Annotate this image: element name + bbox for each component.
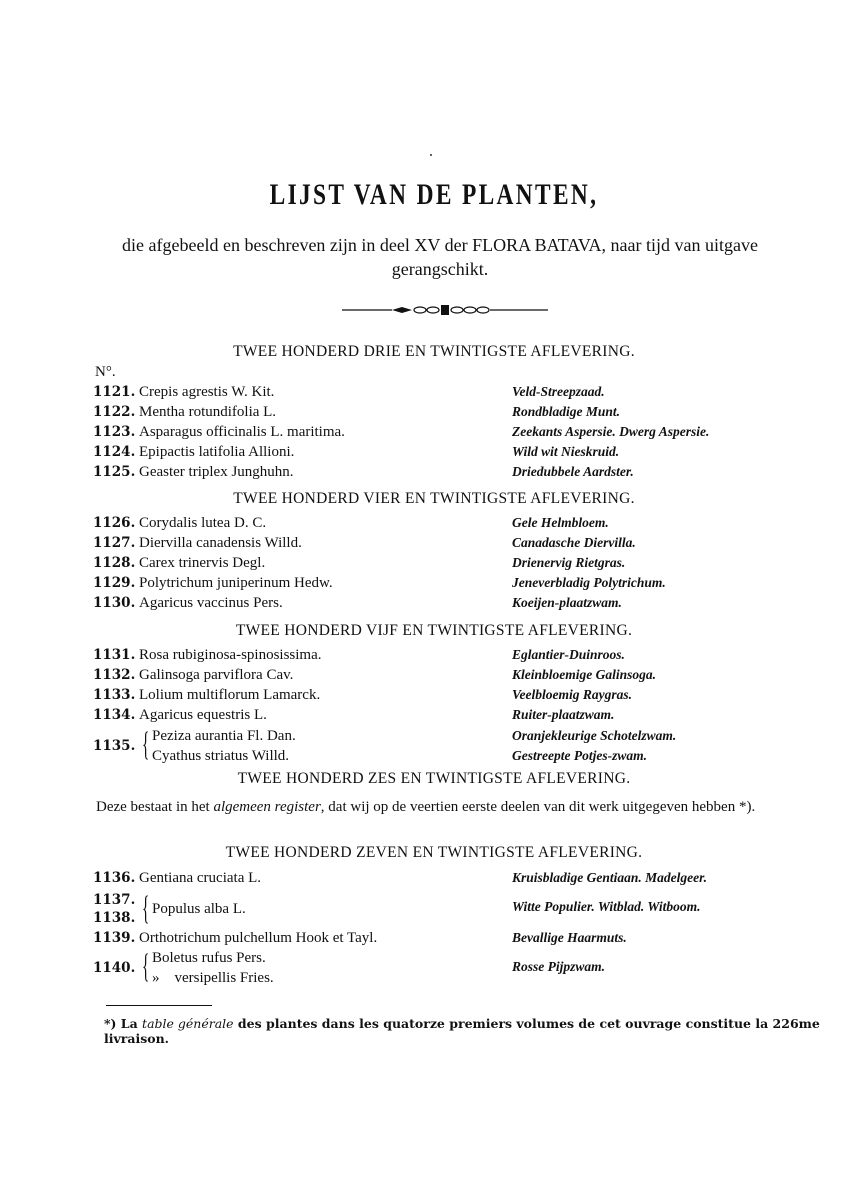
entry-latin-name: Populus alba L. <box>152 901 246 917</box>
entry-latin-name: Epipactis latifolia Allioni. <box>139 444 295 460</box>
entry-number: 1135. <box>93 738 136 754</box>
list-item <box>0 575 868 595</box>
grouped-latin-names <box>152 948 274 988</box>
entry-latin-name: » versipellis Fries. <box>152 970 274 986</box>
entry-number: 1131. <box>93 647 136 663</box>
entry-dutch-name: Rondbladige Munt. <box>512 404 621 419</box>
entry-dutch-name: Wild wit Nieskruid. <box>512 444 620 459</box>
entry-number: 1124. <box>93 444 136 460</box>
entry-latin-name: Cyathus striatus Willd. <box>152 748 290 764</box>
entry-latin-name: Corydalis lutea D. C. <box>139 515 267 531</box>
list-item <box>0 384 868 404</box>
entry-dutch-name: Jeneverbladig Polytrichum. <box>512 575 666 590</box>
entry-number: 1136. <box>93 870 136 886</box>
brace-glyph: { <box>142 890 150 927</box>
section-heading-225: TWEE HONDERD VIJF EN TWINTIGSTE AFLEVERING. <box>235 622 633 639</box>
entry-latin-name: Orthotrichum pulchellum Hook et Tayl. <box>139 930 378 946</box>
entry-dutch-name: Veld-Streepzaad. <box>512 384 605 399</box>
entry-latin-name: Lolium multiflorum Lamarck. <box>139 687 321 703</box>
page-title: LIJST VAN DE PLANTEN, <box>269 178 599 211</box>
section-heading-226: TWEE HONDERD ZES EN TWINTIGSTE AFLEVERING. <box>237 770 631 787</box>
entry-number: 1138. <box>93 910 136 926</box>
entry-dutch-name: Zeekants Aspersie. Dwerg Aspersie. <box>512 424 710 439</box>
entry-dutch-name: Oranjekleurige Schotelzwam. <box>512 728 677 743</box>
section-heading-223: TWEE HONDERD DRIE EN TWINTIGSTE AFLEVERING. <box>233 343 635 360</box>
entry-number: 1127. <box>93 535 136 551</box>
list-item <box>0 464 868 484</box>
section-heading-224: TWEE HONDERD VIER EN TWINTIGSTE AFLEVERING. <box>233 490 635 507</box>
grouped-latin-names <box>152 726 296 766</box>
entry-number: 1125. <box>93 464 136 480</box>
list-item <box>0 930 868 950</box>
list-item <box>0 515 868 535</box>
list-item <box>0 595 868 615</box>
entry-latin-name: Polytrichum juniperinum Hedw. <box>139 575 333 591</box>
speck <box>430 154 432 156</box>
brace-glyph: { <box>142 726 150 763</box>
entry-dutch-name: Eglantier-Duinroos. <box>512 647 625 662</box>
paragraph-italic: algemeen register <box>213 799 321 815</box>
entry-latin-name: Asparagus officinalis L. maritima. <box>139 424 345 440</box>
entry-dutch-name: Gele Helmbloem. <box>512 515 609 530</box>
paragraph-text: , dat wij op de veertien eerste deelen van dit werk uitgegeven hebben *). <box>320 799 756 815</box>
list-item <box>0 555 868 575</box>
entry-number: 1134. <box>93 707 136 723</box>
entry-dutch-name: Veelbloemig Raygras. <box>512 687 632 702</box>
list-item <box>0 667 868 687</box>
entry-number: 1122. <box>93 404 136 420</box>
grouped-numbers <box>93 891 135 927</box>
entry-latin-name: Galinsoga parviflora Cav. <box>139 667 294 683</box>
entry-number: 1128. <box>93 555 136 571</box>
entry-number: 1139. <box>93 930 136 946</box>
entry-latin-name: Carex trinervis Degl. <box>139 555 266 571</box>
list-item <box>0 535 868 555</box>
entry-dutch-name: Koeijen-plaatzwam. <box>512 595 622 610</box>
list-item <box>0 687 868 707</box>
entry-number: 1123. <box>93 424 136 440</box>
entry-latin-name: Rosa rubiginosa-spinosissima. <box>139 647 322 663</box>
entry-number: 1133. <box>93 687 136 703</box>
list-item <box>0 647 868 667</box>
entry-latin-name: Agaricus vaccinus Pers. <box>139 595 283 611</box>
footnote-text: des plantes dans les quatorze premiers volumes de cet ouvrage constitue la 226me livraison. <box>104 1016 820 1046</box>
entry-latin-name: Diervilla canadensis Willd. <box>139 535 302 551</box>
section-paragraph <box>96 797 776 818</box>
entry-latin-name: Geaster triplex Junghuhn. <box>139 464 294 480</box>
entry-number: 1129. <box>93 575 136 591</box>
list-item <box>0 444 868 464</box>
entry-dutch-name: Ruiter-plaatzwam. <box>512 707 615 722</box>
footnote-rule <box>106 1005 212 1006</box>
entry-dutch-name: Drienervig Rietgras. <box>512 555 626 570</box>
entry-number: 1126. <box>93 515 136 531</box>
ornament-divider <box>340 303 550 317</box>
entry-latin-name: Agaricus equestris L. <box>139 707 267 723</box>
brace-glyph: { <box>142 948 150 985</box>
footnote-marker: *) La <box>104 1016 143 1031</box>
entry-latin-name: Mentha rotundifolia L. <box>139 404 277 420</box>
entry-dutch-name: Canadasche Diervilla. <box>512 535 636 550</box>
footnote-italic: table générale <box>142 1016 234 1031</box>
list-item <box>0 424 868 444</box>
number-label: N°. <box>95 364 116 380</box>
entry-number: 1140. <box>93 960 136 976</box>
entry-number: 1121. <box>93 384 136 400</box>
section-heading-227: TWEE HONDERD ZEVEN EN TWINTIGSTE AFLEVERING. <box>225 844 643 861</box>
entry-dutch-name: Witte Populier. Witblad. Witboom. <box>512 899 701 914</box>
list-item <box>0 707 868 727</box>
entry-dutch-name: Bevallige Haarmuts. <box>512 930 627 945</box>
paragraph-text: Deze bestaat in het <box>96 799 214 815</box>
entry-dutch-name: Rosse Pijpzwam. <box>512 959 606 974</box>
entry-dutch-name: Kleinbloemige Galinsoga. <box>512 667 657 682</box>
entry-latin-name: Gentiana cruciata L. <box>139 870 262 886</box>
entry-number: 1132. <box>93 667 136 683</box>
entry-latin-name: Peziza aurantia Fl. Dan. <box>152 728 296 744</box>
list-item <box>0 870 868 890</box>
list-item <box>0 404 868 424</box>
entry-number: 1130. <box>93 595 136 611</box>
entry-dutch-name: Driedubbele Aardster. <box>512 464 634 479</box>
grouped-dutch-names <box>512 726 676 766</box>
footnote <box>104 1016 868 1046</box>
entry-number: 1137. <box>93 892 136 908</box>
entry-latin-name: Crepis agrestis W. Kit. <box>139 384 275 400</box>
entry-latin-name: Boletus rufus Pers. <box>152 950 266 966</box>
page-subtitle: die afgebeeld en beschreven zijn in deel XV der FLORA BATAVA, naar tijd van uitgave gerangschikt. <box>122 235 758 279</box>
entry-dutch-name: Gestreepte Potjes-zwam. <box>512 748 647 763</box>
entry-dutch-name: Kruisbladige Gentiaan. Madelgeer. <box>512 870 708 885</box>
